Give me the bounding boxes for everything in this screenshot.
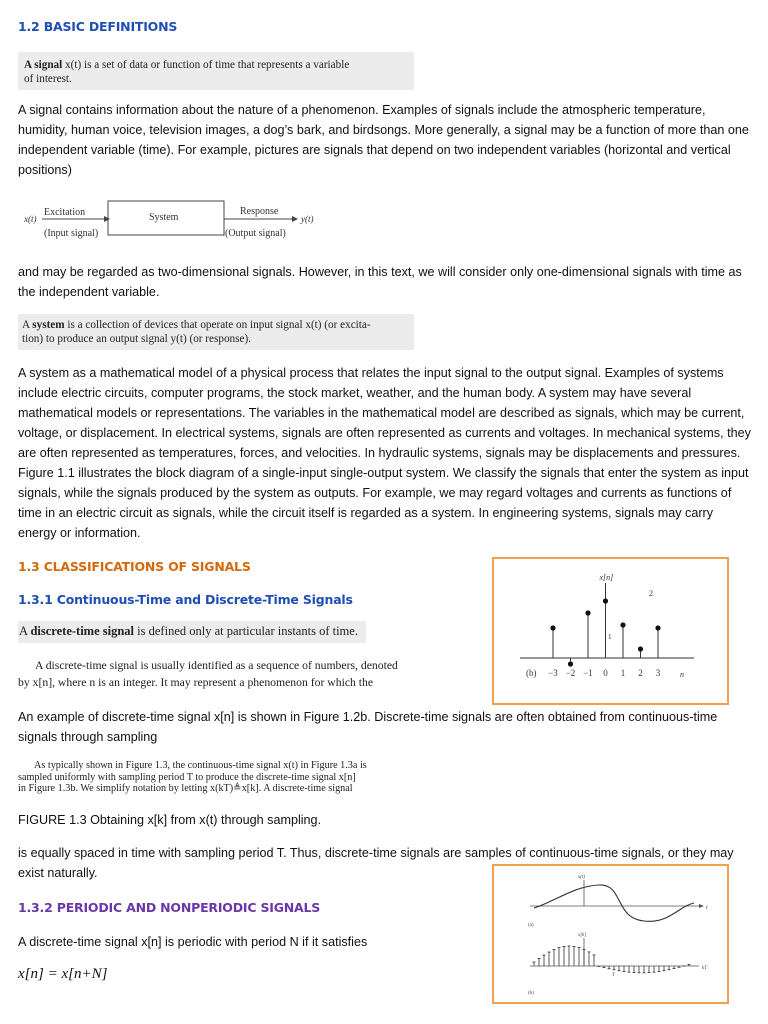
system-definition-box [18,314,414,350]
ct-axis-label: t [706,905,708,911]
signal-term: A signal [24,59,63,71]
dt-scan-line1: A discrete-time signal is usually identified as a sequence of numbers, denoted [35,659,398,672]
stem-panel-label: (b) [526,668,537,678]
stem-tick-label: −3 [548,668,558,678]
heading-classifications: 1.3 CLASSIFICATIONS OF SIGNALS [18,559,251,574]
diagram-input-label: x(t) [24,214,37,224]
stem-point [585,610,590,615]
dt-term: discrete-time signal [30,624,135,638]
sampling-figure [492,864,729,1004]
stem-point [638,646,643,651]
stem-point [620,622,625,627]
diagram-response-label: Response [240,206,279,217]
signal-definition-box [18,52,414,90]
stem-point [550,625,555,630]
panel-b-label: (b) [528,991,534,996]
paragraph-signal: A signal contains information about the nature of a phenomenon. Examples of signals include the atmospheric temperature, humidity, human voice, television images, a dog’s bark, and birdsongs. More generally, a signal may be a function of more than one independent variable (time). For example, pictures are signals that depend on two independent variables (horizontal and vertical positions) [18,103,749,177]
signal-definition-line1: x(t) is a set of data or function of time that represents a variable [62,59,350,71]
dt-definition-box [18,621,366,643]
stem-point [603,598,608,603]
stem-annotation: 2 [649,589,653,598]
paragraph-two-dimensional: and may be regarded as two-dimensional signals. However, in this text, we will consider only one-dimensional signals with time as the independent variable. [18,265,742,299]
sampling-scan-line2: sampled uniformly with sampling period T to produce the discrete-time signal x[n] [18,771,356,783]
paragraph-sampling: is equally spaced in time with sampling period T. Thus, discrete-time signals are samples of continuous-time signals, or they may exist naturally. [18,846,734,880]
stem-point [655,625,660,630]
heading-ct-dt: 1.3.1 Continuous-Time and Discrete-Time Signals [18,592,353,607]
dt-axis-label: kT [702,966,707,971]
paragraph-system: A system as a mathematical model of a physical process that relates the input signal to the output signal. Examples of systems include electric circuits, computer programs, the stock market, weather, and the human body. A system may have several mathematical models or representations. The variables in the mathematical model are described as signals, which may be current, voltage, or displacement. In electrical systems, signals are often represented as currents and voltages. In mechanical systems, they are often represented as temperatures, forces, and velocities. In hydraulic systems, signals may be displacements and pressures. Figure 1.1 illustrates the block diagram of a single-input single-output system. We classify the signals that enter the system as input signals, while the signals produced by the system as outputs. For example, we may regard voltages and currents as functions of time in an electric circuit as signals, while the circuit itself is regarded as a system. In engineering systems, signals may carry energy or information. [18,366,751,540]
figure-caption: FIGURE 1.3 Obtaining x[k] from x(t) through sampling. [18,813,322,827]
ct-axis-arrowhead [699,904,704,908]
stem-y-label: x[n] [599,573,614,582]
stem-tick-label: 0 [603,668,608,678]
system-term: system [32,319,65,331]
signal-definition-line2: of interest. [24,73,72,85]
diagram-output-signal-label: (Output signal) [225,228,286,239]
heading-periodic: 1.3.2 PERIODIC AND NONPERIODIC SIGNALS [18,900,321,915]
diagram-excitation-label: Excitation [44,207,86,218]
paragraph-periodic: A discrete-time signal x[n] is periodic with period N if it satisfies [18,935,368,949]
stem-tick-label: −1 [583,668,593,678]
stem-point [568,661,573,666]
sampling-period-label: T [612,973,615,978]
dt-scan-line2: by x[n], where n is an integer. It may represent a phenomenon for which the [18,676,374,689]
heading-basic-definitions: 1.2 BASIC DEFINITIONS [18,19,178,34]
ct-curve [534,885,694,921]
panel-a-label: (a) [528,923,534,928]
dt-y-label: x[k] [578,933,587,938]
dt-definition-post: is defined only at particular instants of time. [134,624,358,638]
periodic-equation: x[n] = x[n+N] [18,966,108,982]
diagram-input-arrowhead [104,216,110,222]
paragraph-example: An example of discrete-time signal x[n] is shown in Figure 1.2b. Discrete-time signals are often obtained from continuous-time signals through sampling [18,710,718,744]
stem-x-label: n [680,670,684,679]
diagram-output-arrowhead [292,216,298,222]
diagram-output-label: y(t) [301,214,314,224]
diagram-system-label: System [149,212,179,223]
system-definition-line2: tion) to produce an output signal y(t) (or response). [22,333,251,345]
block-diagram [18,198,328,242]
stem-tick-label: 2 [638,668,643,678]
stem-tick-label: 1 [620,668,626,678]
dt-definition-pre: A [19,624,31,638]
sampling-scan-line1: As typically shown in Figure 1.3, the continuous-time signal x(t) in Figure 1.3a is [34,760,367,771]
ct-y-label: x(t) [578,875,585,880]
stem-plot-figure [492,557,729,705]
stem-tick-label: −2 [565,668,576,678]
system-definition-pre: A [22,319,33,331]
stem-tick-label: 3 [655,668,661,678]
stem-plot [494,559,727,703]
diagram-input-signal-label: (Input signal) [44,228,99,239]
system-definition-line1: is a collection of devices that operate on input signal x(t) (or excita- [64,319,371,331]
sampling-scan-line3: in Figure 1.3b. We simplify notation by letting x(kT)≜x[k]. A discrete-time signal [18,783,353,794]
stem-annotation: 1 [608,633,612,641]
sampling-plot [494,866,727,1002]
dt-scan-text [18,657,448,691]
sampling-scan-text [18,760,448,795]
